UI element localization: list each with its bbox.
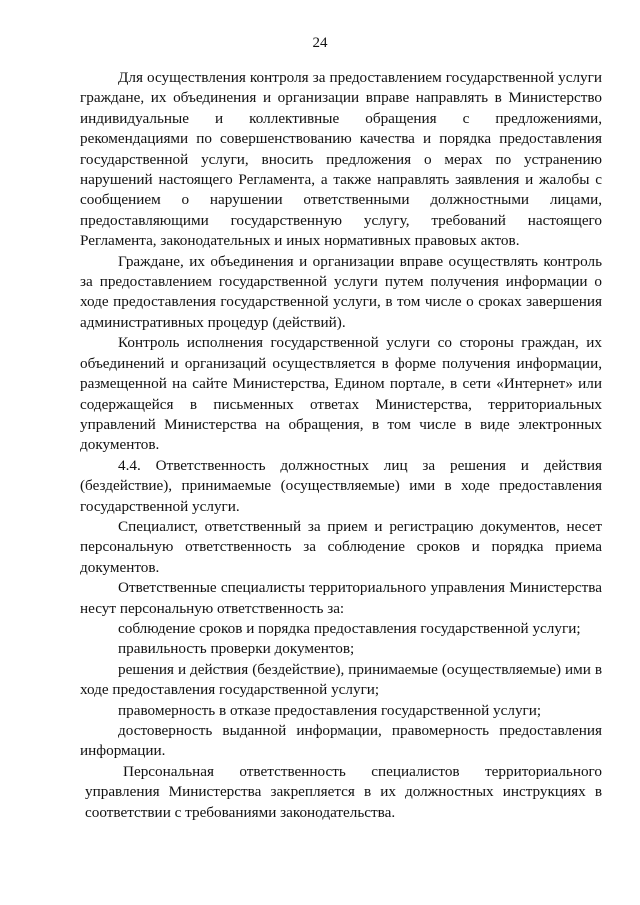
document-body <box>80 68 602 823</box>
list-item-information: достоверность выданной информации, правомерность предоставления информации. <box>80 722 602 760</box>
list-item-document-check: правильность проверки документов; <box>118 640 355 658</box>
section-heading-4-4: 4.4. Ответственность должностных лиц за решения и действия (бездействие), принимаемые (осуществляемые) ими в ходе предоставления государственной услуги. <box>80 456 602 515</box>
list-item-decisions: решения и действия (бездействие), принимаемые (осуществляемые) ими в ходе предоставления государственной услуги; <box>80 660 602 699</box>
paragraph-personal-responsibility: Персональная ответственность специалистов территориального управления Министерства закрепляется в их должностных инструкциях в соответствии с требованиями законодательства. <box>85 762 602 821</box>
paragraph-responsible-specialists: Ответственные специалисты территориального управления Министерства несут персональную ответственность за: <box>80 579 602 617</box>
paragraph-specialist-responsibility: Специалист, ответственный за прием и регистрацию документов, несет персональную ответственность за соблюдение сроков и порядка приема документов. <box>80 517 602 576</box>
list-item-deadlines: соблюдение сроков и порядка предоставления государственной услуги; <box>118 619 581 637</box>
paragraph-control-execution: Контроль исполнения государственной услуги со стороны граждан, их объединений и организаций осуществляется в форме получения информации, размещенной на сайте Министерства, Едином портале, в сети «Интернет» или содержащейся в письменных ответах Министерства, территориальных управлений Министерства на обращения, в том числе в виде электронных документов. <box>80 334 602 454</box>
paragraph-control-proposals: Для осуществления контроля за предоставлением государственной услуги граждане, их объединения и организации вправе направлять в Министерство индивидуальные и коллективные обращения с предложениями, рекомендациями по совершенствованию качества и порядка предоставления государственной услуги, вносить предложения о мерах по устранению нарушений настоящего Регламента, а также направлять заявления и жалобы с сообщением о нарушении ответственными должностными лицами, предоставляющими государственную услугу, требований настоящего Регламента, законодательных и иных нормативных правовых актов. <box>80 69 602 250</box>
paragraph-citizens-control: Граждане, их объединения и организации вправе осуществлять контроль за предоставлением государственной услуги путем получения информации о ходе предоставления государственной услуги, в том числе о сроках завершения административных процедур (действий). <box>80 252 602 331</box>
list-item-refusal: правомерность в отказе предоставления государственной услуги; <box>118 701 542 719</box>
page-number: 24 <box>312 35 328 51</box>
